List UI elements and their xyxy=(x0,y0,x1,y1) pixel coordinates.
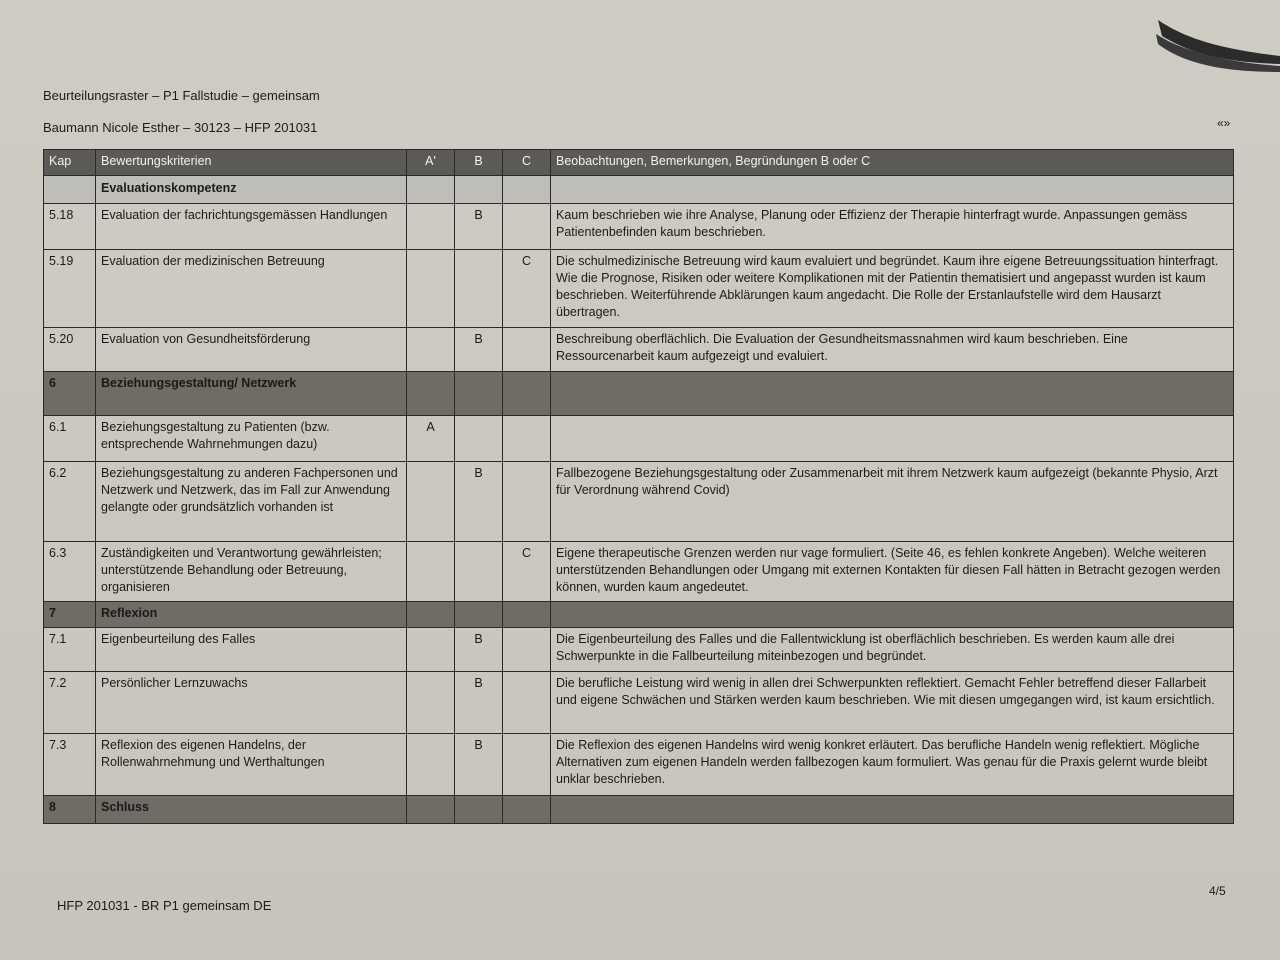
document-title: Beurteilungsraster – P1 Fallstudie – gemeinsam xyxy=(43,88,320,103)
cell-a xyxy=(407,602,455,628)
cell-a xyxy=(407,328,455,372)
table-header-row xyxy=(44,150,1234,176)
cell-b xyxy=(455,602,503,628)
cell-notes: Kaum beschrieben wie ihre Analyse, Planung oder Effizienz der Therapie hinterfragt wurde. Anpassungen gemäss Patientenbefinden kaum beschrieben. xyxy=(551,204,1234,250)
header-b: B xyxy=(455,150,503,176)
header-criteria: Bewertungskriterien xyxy=(96,150,407,176)
cell-kap: 7.1 xyxy=(44,628,96,672)
cell-criteria: Evaluation der medizinischen Betreuung xyxy=(96,250,407,328)
cell-b xyxy=(455,372,503,416)
cell-notes xyxy=(551,176,1234,204)
cell-criteria: Evaluation von Gesundheitsförderung xyxy=(96,328,407,372)
table-row xyxy=(44,204,1234,250)
table-row xyxy=(44,250,1234,328)
brush-logo-icon xyxy=(1152,14,1280,74)
cell-a: A xyxy=(407,416,455,462)
page-number: 4/5 xyxy=(1209,884,1226,898)
cell-b xyxy=(455,176,503,204)
cell-criteria: Zuständigkeiten und Verantwortung gewährleisten; unterstützende Behandlung oder Betreuung, organisieren xyxy=(96,542,407,602)
cell-b: B xyxy=(455,204,503,250)
cell-c xyxy=(503,672,551,734)
cell-kap: 7 xyxy=(44,602,96,628)
cell-b xyxy=(455,250,503,328)
cell-kap: 5.18 xyxy=(44,204,96,250)
cell-c xyxy=(503,328,551,372)
cell-kap: 5.20 xyxy=(44,328,96,372)
table-row xyxy=(44,542,1234,602)
table-row xyxy=(44,328,1234,372)
cell-criteria: Evaluation der fachrichtungsgemässen Handlungen xyxy=(96,204,407,250)
cell-notes: Die Eigenbeurteilung des Falles und die Fallentwicklung ist oberflächlich beschrieben. Es werden kaum alle drei Schwerpunkte in die Fallbeurteilung miteinbezogen und begründet. xyxy=(551,628,1234,672)
cell-b: B xyxy=(455,734,503,796)
cell-c xyxy=(503,628,551,672)
cell-a xyxy=(407,796,455,824)
candidate-line: Baumann Nicole Esther – 30123 – HFP 201031 xyxy=(43,120,318,135)
cell-kap: 6.2 xyxy=(44,462,96,542)
cell-kap: 5.19 xyxy=(44,250,96,328)
cell-a xyxy=(407,250,455,328)
cell-notes xyxy=(551,796,1234,824)
cell-a xyxy=(407,176,455,204)
cell-kap: 7.2 xyxy=(44,672,96,734)
cell-notes: Beschreibung oberflächlich. Die Evaluation der Gesundheitsmassnahmen wird kaum beschrieben. Eine Ressourcenarbeit kaum aufgezeigt und evaluiert. xyxy=(551,328,1234,372)
cell-a xyxy=(407,542,455,602)
cell-criteria: Reflexion xyxy=(96,602,407,628)
cell-c xyxy=(503,734,551,796)
cell-criteria: Evaluationskompetenz xyxy=(96,176,407,204)
cell-kap: 6.1 xyxy=(44,416,96,462)
cell-c: C xyxy=(503,250,551,328)
cell-a xyxy=(407,462,455,542)
cell-notes: Die schulmedizinische Betreuung wird kaum evaluiert und begründet. Kaum ihre eigene Betreuungssituation hinterfragt. Wie die Prognose, Risiken oder weitere Komplikationen mit der Patientin thematisiert und angepasst wurden ist kaum beschrieben. Weiterführende Abklärungen kaum angedacht. Die Rolle der Erstanlaufstelle wird dem Hausarzt übertragen. xyxy=(551,250,1234,328)
cell-a xyxy=(407,372,455,416)
table-row xyxy=(44,176,1234,204)
cell-b xyxy=(455,542,503,602)
cell-criteria: Beziehungsgestaltung/ Netzwerk xyxy=(96,372,407,416)
header-kap: Kap xyxy=(44,150,96,176)
cell-notes: Fallbezogene Beziehungsgestaltung oder Zusammenarbeit mit ihrem Netzwerk kaum aufgezeigt (bekannte Physio, Arzt für Verordnung während Covid) xyxy=(551,462,1234,542)
cell-a xyxy=(407,628,455,672)
cell-notes: Eigene therapeutische Grenzen werden nur vage formuliert. (Seite 46, es fehlen konkrete Angeben). Welche weiteren unterstützenden Behandlungen oder Umgang mit externen Kontakten für diesen Fall hätten in Betracht gezogen werden können, wurden kaum angedeutet. xyxy=(551,542,1234,602)
cell-a xyxy=(407,734,455,796)
cell-b xyxy=(455,796,503,824)
header-notes: Beobachtungen, Bemerkungen, Begründungen B oder C xyxy=(551,150,1234,176)
cell-kap: 6 xyxy=(44,372,96,416)
cell-criteria: Schluss xyxy=(96,796,407,824)
cell-c xyxy=(503,602,551,628)
cell-kap: 6.3 xyxy=(44,542,96,602)
cell-c xyxy=(503,462,551,542)
cell-criteria: Beziehungsgestaltung zu anderen Fachpersonen und Netzwerk und Netzwerk, das im Fall zur Anwendung gelangte oder grundsätzlich vorhanden ist xyxy=(96,462,407,542)
table-row xyxy=(44,462,1234,542)
assessment-table xyxy=(43,149,1234,824)
cell-criteria: Persönlicher Lernzuwachs xyxy=(96,672,407,734)
cell-c: C xyxy=(503,542,551,602)
table-row xyxy=(44,734,1234,796)
cell-notes xyxy=(551,372,1234,416)
cell-a xyxy=(407,672,455,734)
nav-mark: «» xyxy=(1217,116,1231,130)
cell-c xyxy=(503,372,551,416)
cell-b: B xyxy=(455,328,503,372)
cell-b: B xyxy=(455,628,503,672)
cell-a xyxy=(407,204,455,250)
cell-notes xyxy=(551,602,1234,628)
footer-document-id: HFP 201031 - BR P1 gemeinsam DE xyxy=(57,898,272,913)
cell-criteria: Beziehungsgestaltung zu Patienten (bzw. entsprechende Wahrnehmungen dazu) xyxy=(96,416,407,462)
cell-notes xyxy=(551,416,1234,462)
header-c: C xyxy=(503,150,551,176)
header-a: A' xyxy=(407,150,455,176)
table-row xyxy=(44,796,1234,824)
table-row xyxy=(44,672,1234,734)
cell-kap: 8 xyxy=(44,796,96,824)
cell-c xyxy=(503,176,551,204)
cell-notes: Die Reflexion des eigenen Handelns wird wenig konkret erläutert. Das berufliche Handeln wenig reflektiert. Mögliche Alternativen zum eigenen Handeln werden fallbezogen kaum formuliert. Was genau für die Praxis gelernt wurde bleibt unklar beschrieben. xyxy=(551,734,1234,796)
cell-c xyxy=(503,416,551,462)
cell-kap xyxy=(44,176,96,204)
table-row xyxy=(44,628,1234,672)
cell-b: B xyxy=(455,672,503,734)
table-row xyxy=(44,602,1234,628)
table-row xyxy=(44,372,1234,416)
cell-b: B xyxy=(455,462,503,542)
table-row xyxy=(44,416,1234,462)
cell-c xyxy=(503,204,551,250)
cell-kap: 7.3 xyxy=(44,734,96,796)
cell-notes: Die berufliche Leistung wird wenig in allen drei Schwerpunkten reflektiert. Gemacht Fehler betreffend dieser Fallarbeit und eigene Schwächen und Stärken werden kaum beschrieben. Wie mit diesen umgegangen wird, ist kaum ersichtlich. xyxy=(551,672,1234,734)
cell-b xyxy=(455,416,503,462)
cell-c xyxy=(503,796,551,824)
cell-criteria: Reflexion des eigenen Handelns, der Rollenwahrnehmung und Werthaltungen xyxy=(96,734,407,796)
cell-criteria: Eigenbeurteilung des Falles xyxy=(96,628,407,672)
